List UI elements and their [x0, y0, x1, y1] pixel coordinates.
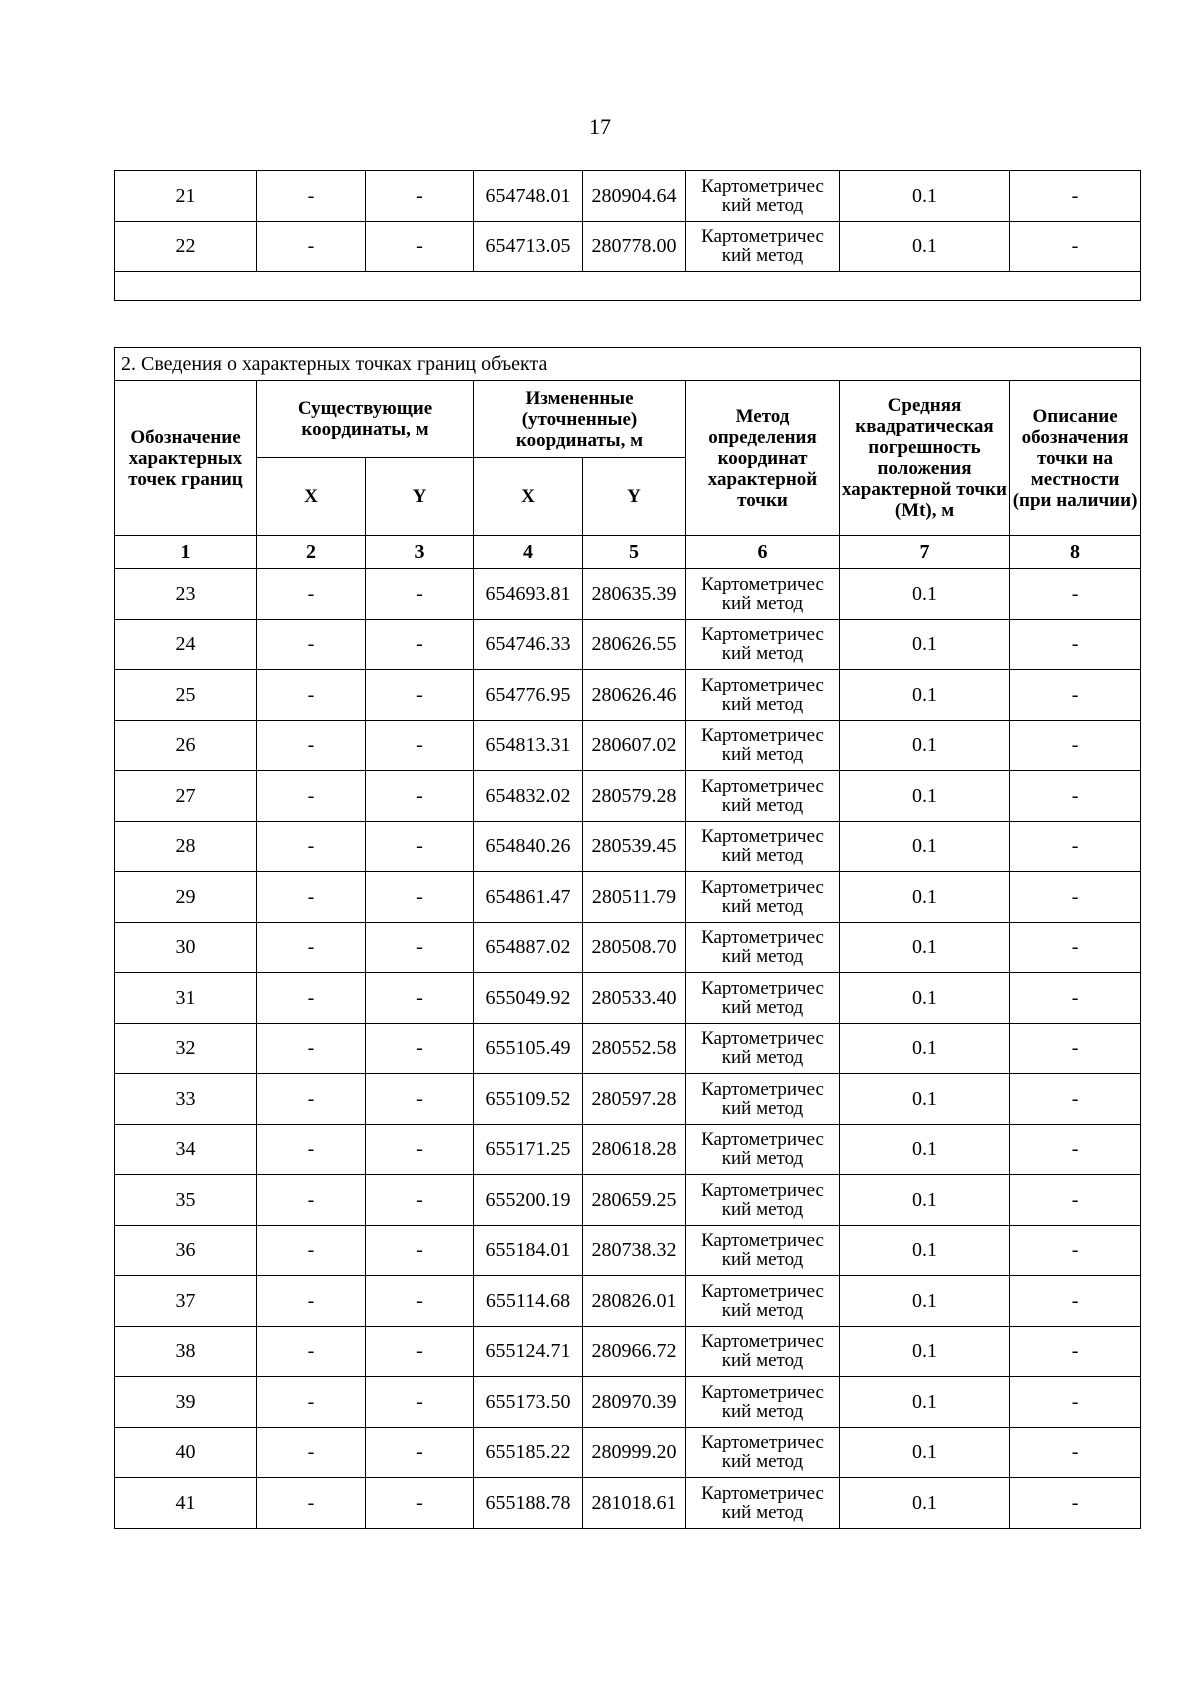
mt-cell: 0.1 — [840, 771, 1010, 822]
existing-x-cell: - — [257, 1124, 366, 1175]
col-number: 7 — [840, 536, 1010, 569]
table-row — [115, 1124, 1141, 1175]
point-number-cell: 22 — [115, 221, 257, 272]
changed-y-cell: 280533.40 — [583, 973, 686, 1024]
table-row — [115, 619, 1141, 670]
changed-x-cell: 655109.52 — [474, 1074, 583, 1125]
existing-x-cell: - — [257, 569, 366, 620]
changed-y-cell: 280970.39 — [583, 1377, 686, 1428]
changed-x-cell: 654887.02 — [474, 922, 583, 973]
changed-y-cell: 280659.25 — [583, 1175, 686, 1226]
point-number-cell: 36 — [115, 1225, 257, 1276]
changed-y-cell: 280904.64 — [583, 171, 686, 222]
description-cell: - — [1010, 670, 1141, 721]
table-row — [115, 973, 1141, 1024]
existing-y-cell: - — [366, 1225, 474, 1276]
existing-x-cell: - — [257, 619, 366, 670]
existing-x-cell: - — [257, 670, 366, 721]
table-row — [115, 771, 1141, 822]
header-y-changed: Y — [583, 458, 686, 536]
existing-y-cell: - — [366, 1478, 474, 1529]
changed-y-cell: 280508.70 — [583, 922, 686, 973]
existing-x-cell: - — [257, 221, 366, 272]
changed-x-cell: 655049.92 — [474, 973, 583, 1024]
mt-cell: 0.1 — [840, 720, 1010, 771]
table-row — [115, 720, 1141, 771]
header-x-existing: X — [257, 458, 366, 536]
mt-cell: 0.1 — [840, 1074, 1010, 1125]
boundary-points-body — [115, 569, 1141, 1529]
changed-y-cell: 280738.32 — [583, 1225, 686, 1276]
description-cell: - — [1010, 619, 1141, 670]
existing-y-cell: - — [366, 1023, 474, 1074]
mt-cell: 0.1 — [840, 922, 1010, 973]
description-cell: - — [1010, 1225, 1141, 1276]
changed-y-cell: 280826.01 — [583, 1276, 686, 1327]
table-row — [115, 1478, 1141, 1529]
point-number-cell: 27 — [115, 771, 257, 822]
col-number: 3 — [366, 536, 474, 569]
changed-y-cell: 280999.20 — [583, 1427, 686, 1478]
mt-cell: 0.1 — [840, 1175, 1010, 1226]
point-number-cell: 34 — [115, 1124, 257, 1175]
method-cell: Картометричес кий метод — [686, 973, 840, 1024]
existing-x-cell: - — [257, 171, 366, 222]
mt-cell: 0.1 — [840, 872, 1010, 923]
description-cell: - — [1010, 720, 1141, 771]
mt-cell: 0.1 — [840, 569, 1010, 620]
mt-cell: 0.1 — [840, 1326, 1010, 1377]
method-cell: Картометричес кий метод — [686, 872, 840, 923]
table-row — [115, 1074, 1141, 1125]
col-number: 1 — [115, 536, 257, 569]
changed-y-cell: 280607.02 — [583, 720, 686, 771]
changed-x-cell: 654832.02 — [474, 771, 583, 822]
method-cell: Картометричес кий метод — [686, 1023, 840, 1074]
method-cell: Картометричес кий метод — [686, 1175, 840, 1226]
existing-y-cell: - — [366, 720, 474, 771]
changed-y-cell: 280626.46 — [583, 670, 686, 721]
table-row — [115, 1377, 1141, 1428]
changed-y-cell: 280597.28 — [583, 1074, 686, 1125]
table-row — [115, 1225, 1141, 1276]
table-row — [115, 1276, 1141, 1327]
mt-cell: 0.1 — [840, 1023, 1010, 1074]
method-cell: Картометричес кий метод — [686, 221, 840, 272]
changed-y-cell: 280579.28 — [583, 771, 686, 822]
mt-cell: 0.1 — [840, 1276, 1010, 1327]
header-existing-coords: Существующие координаты, м — [257, 381, 474, 458]
existing-y-cell: - — [366, 922, 474, 973]
table-row — [115, 1326, 1141, 1377]
mt-cell: 0.1 — [840, 1377, 1010, 1428]
description-cell: - — [1010, 1377, 1141, 1428]
method-cell: Картометричес кий метод — [686, 670, 840, 721]
changed-x-cell: 654776.95 — [474, 670, 583, 721]
existing-x-cell: - — [257, 821, 366, 872]
point-number-cell: 37 — [115, 1276, 257, 1327]
changed-x-cell: 654840.26 — [474, 821, 583, 872]
point-number-cell: 31 — [115, 973, 257, 1024]
existing-x-cell: - — [257, 1276, 366, 1327]
existing-y-cell: - — [366, 1427, 474, 1478]
mt-cell: 0.1 — [840, 821, 1010, 872]
table-row — [115, 670, 1141, 721]
point-number-cell: 39 — [115, 1377, 257, 1428]
changed-x-cell: 654693.81 — [474, 569, 583, 620]
table-row — [115, 221, 1141, 272]
description-cell: - — [1010, 1023, 1141, 1074]
header-changed-coords: Измененные (уточненные) координаты, м — [474, 381, 686, 458]
description-cell: - — [1010, 1478, 1141, 1529]
existing-x-cell: - — [257, 771, 366, 822]
table-row — [115, 922, 1141, 973]
header-method: Метод определения координат характерной точки — [686, 381, 840, 536]
description-cell: - — [1010, 1276, 1141, 1327]
changed-x-cell: 655171.25 — [474, 1124, 583, 1175]
existing-x-cell: - — [257, 1225, 366, 1276]
method-cell: Картометричес кий метод — [686, 569, 840, 620]
existing-x-cell: - — [257, 720, 366, 771]
description-cell: - — [1010, 221, 1141, 272]
existing-y-cell: - — [366, 171, 474, 222]
changed-x-cell: 654748.01 — [474, 171, 583, 222]
boundary-points-table — [114, 347, 1141, 1529]
point-number-cell: 25 — [115, 670, 257, 721]
method-cell: Картометричес кий метод — [686, 1326, 840, 1377]
existing-y-cell: - — [366, 221, 474, 272]
method-cell: Картометричес кий метод — [686, 1377, 840, 1428]
existing-y-cell: - — [366, 872, 474, 923]
mt-cell: 0.1 — [840, 619, 1010, 670]
existing-y-cell: - — [366, 973, 474, 1024]
changed-y-cell: 280552.58 — [583, 1023, 686, 1074]
table-row — [115, 171, 1141, 222]
description-cell: - — [1010, 1326, 1141, 1377]
point-number-cell: 28 — [115, 821, 257, 872]
changed-x-cell: 654861.47 — [474, 872, 583, 923]
header-y-existing: Y — [366, 458, 474, 536]
mt-cell: 0.1 — [840, 670, 1010, 721]
method-cell: Картометричес кий метод — [686, 1074, 840, 1125]
method-cell: Картометричес кий метод — [686, 171, 840, 222]
point-number-cell: 35 — [115, 1175, 257, 1226]
header-description: Описание обозначения точки на местности (при наличии) — [1010, 381, 1141, 536]
changed-x-cell: 654813.31 — [474, 720, 583, 771]
mt-cell: 0.1 — [840, 1478, 1010, 1529]
page-number: 17 — [589, 114, 611, 139]
changed-x-cell: 654746.33 — [474, 619, 583, 670]
changed-x-cell: 655105.49 — [474, 1023, 583, 1074]
mt-cell: 0.1 — [840, 1225, 1010, 1276]
table-row — [115, 821, 1141, 872]
description-cell: - — [1010, 922, 1141, 973]
col-number: 8 — [1010, 536, 1141, 569]
col-number: 2 — [257, 536, 366, 569]
method-cell: Картометричес кий метод — [686, 619, 840, 670]
table-row — [115, 1023, 1141, 1074]
changed-x-cell: 655114.68 — [474, 1276, 583, 1327]
changed-x-cell: 655200.19 — [474, 1175, 583, 1226]
empty-cell — [115, 272, 1141, 301]
point-number-cell: 33 — [115, 1074, 257, 1125]
table-row — [115, 872, 1141, 923]
point-number-cell: 26 — [115, 720, 257, 771]
changed-x-cell: 655188.78 — [474, 1478, 583, 1529]
point-number-cell: 41 — [115, 1478, 257, 1529]
mt-cell: 0.1 — [840, 221, 1010, 272]
existing-x-cell: - — [257, 1023, 366, 1074]
method-cell: Картометричес кий метод — [686, 821, 840, 872]
existing-y-cell: - — [366, 771, 474, 822]
changed-y-cell: 280635.39 — [583, 569, 686, 620]
description-cell: - — [1010, 821, 1141, 872]
description-cell: - — [1010, 171, 1141, 222]
header-point-label: Обозначение характерных точек границ — [115, 381, 257, 536]
header-mt: Средняя квадратическая погрешность положения характерной точки (Mt), м — [840, 381, 1010, 536]
changed-y-cell: 281018.61 — [583, 1478, 686, 1529]
point-number-cell: 29 — [115, 872, 257, 923]
existing-y-cell: - — [366, 569, 474, 620]
method-cell: Картометричес кий метод — [686, 1478, 840, 1529]
changed-y-cell: 280778.00 — [583, 221, 686, 272]
existing-x-cell: - — [257, 1478, 366, 1529]
mt-cell: 0.1 — [840, 1124, 1010, 1175]
continuation-table — [114, 170, 1141, 301]
mt-cell: 0.1 — [840, 1427, 1010, 1478]
col-number: 5 — [583, 536, 686, 569]
point-number-cell: 38 — [115, 1326, 257, 1377]
existing-y-cell: - — [366, 1175, 474, 1226]
existing-y-cell: - — [366, 821, 474, 872]
method-cell: Картометричес кий метод — [686, 922, 840, 973]
changed-y-cell: 280539.45 — [583, 821, 686, 872]
existing-y-cell: - — [366, 670, 474, 721]
existing-x-cell: - — [257, 1377, 366, 1428]
changed-x-cell: 655184.01 — [474, 1225, 583, 1276]
changed-x-cell: 655185.22 — [474, 1427, 583, 1478]
existing-x-cell: - — [257, 973, 366, 1024]
existing-y-cell: - — [366, 1124, 474, 1175]
description-cell: - — [1010, 771, 1141, 822]
existing-y-cell: - — [366, 619, 474, 670]
description-cell: - — [1010, 872, 1141, 923]
point-number-cell: 30 — [115, 922, 257, 973]
point-number-cell: 21 — [115, 171, 257, 222]
method-cell: Картометричес кий метод — [686, 720, 840, 771]
existing-x-cell: - — [257, 1074, 366, 1125]
col-number: 6 — [686, 536, 840, 569]
table-row — [115, 1175, 1141, 1226]
changed-y-cell: 280966.72 — [583, 1326, 686, 1377]
description-cell: - — [1010, 569, 1141, 620]
col-number: 4 — [474, 536, 583, 569]
existing-x-cell: - — [257, 872, 366, 923]
table-row — [115, 569, 1141, 620]
changed-y-cell: 280626.55 — [583, 619, 686, 670]
empty-row — [115, 272, 1141, 301]
header-x-changed: X — [474, 458, 583, 536]
description-cell: - — [1010, 1175, 1141, 1226]
existing-y-cell: - — [366, 1276, 474, 1327]
existing-x-cell: - — [257, 922, 366, 973]
description-cell: - — [1010, 1074, 1141, 1125]
method-cell: Картометричес кий метод — [686, 1427, 840, 1478]
point-number-cell: 40 — [115, 1427, 257, 1478]
changed-x-cell: 655124.71 — [474, 1326, 583, 1377]
existing-x-cell: - — [257, 1427, 366, 1478]
existing-x-cell: - — [257, 1175, 366, 1226]
section-title: 2. Сведения о характерных точках границ объекта — [115, 348, 1141, 381]
changed-x-cell: 655173.50 — [474, 1377, 583, 1428]
point-number-cell: 23 — [115, 569, 257, 620]
method-cell: Картометричес кий метод — [686, 1124, 840, 1175]
changed-x-cell: 654713.05 — [474, 221, 583, 272]
existing-y-cell: - — [366, 1326, 474, 1377]
mt-cell: 0.1 — [840, 973, 1010, 1024]
existing-y-cell: - — [366, 1074, 474, 1125]
description-cell: - — [1010, 1124, 1141, 1175]
method-cell: Картометричес кий метод — [686, 1276, 840, 1327]
changed-y-cell: 280511.79 — [583, 872, 686, 923]
mt-cell: 0.1 — [840, 171, 1010, 222]
existing-x-cell: - — [257, 1326, 366, 1377]
description-cell: - — [1010, 1427, 1141, 1478]
point-number-cell: 32 — [115, 1023, 257, 1074]
method-cell: Картометричес кий метод — [686, 1225, 840, 1276]
table-row — [115, 1427, 1141, 1478]
continuation-table-body — [115, 171, 1141, 301]
method-cell: Картометричес кий метод — [686, 771, 840, 822]
point-number-cell: 24 — [115, 619, 257, 670]
description-cell: - — [1010, 973, 1141, 1024]
changed-y-cell: 280618.28 — [583, 1124, 686, 1175]
existing-y-cell: - — [366, 1377, 474, 1428]
